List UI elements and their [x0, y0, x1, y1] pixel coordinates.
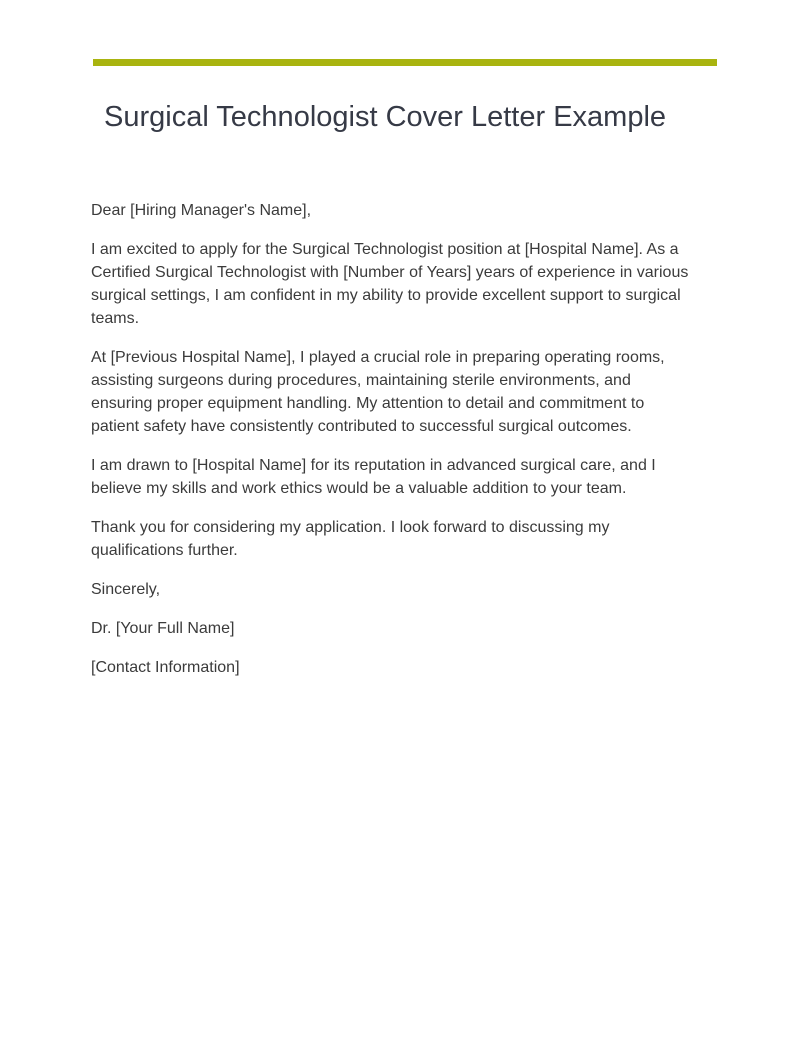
page-title: Surgical Technologist Cover Letter Example [104, 101, 667, 133]
salutation: Dear [Hiring Manager's Name], [91, 202, 312, 219]
paragraph-motivation: I am drawn to [Hospital Name] for its reputation in advanced surgical care, and I believe my skills and work ethics would be a valuable addition to your team. [91, 457, 656, 497]
paragraph-intro: I am excited to apply for the Surgical Technologist position at [Hospital Name]. As a Certified Surgical Technologist with [Number of Years] years of experience in various surgical settings, I am confident in my ability to provide excellent support to surgical teams. [91, 241, 689, 327]
contact-information: [Contact Information] [91, 659, 240, 676]
letter-body [91, 199, 691, 695]
closing: Sincerely, [91, 581, 161, 598]
accent-bar [93, 59, 717, 66]
signature: Dr. [Your Full Name] [91, 620, 235, 637]
paragraph-thanks: Thank you for considering my application. I look forward to discussing my qualifications further. [91, 519, 610, 559]
paragraph-experience: At [Previous Hospital Name], I played a crucial role in preparing operating rooms, assisting surgeons during procedures, maintaining sterile environments, and ensuring proper equipment handling. My attention to detail and commitment to patient safety have consistently contributed to successful surgical outcomes. [91, 349, 665, 435]
